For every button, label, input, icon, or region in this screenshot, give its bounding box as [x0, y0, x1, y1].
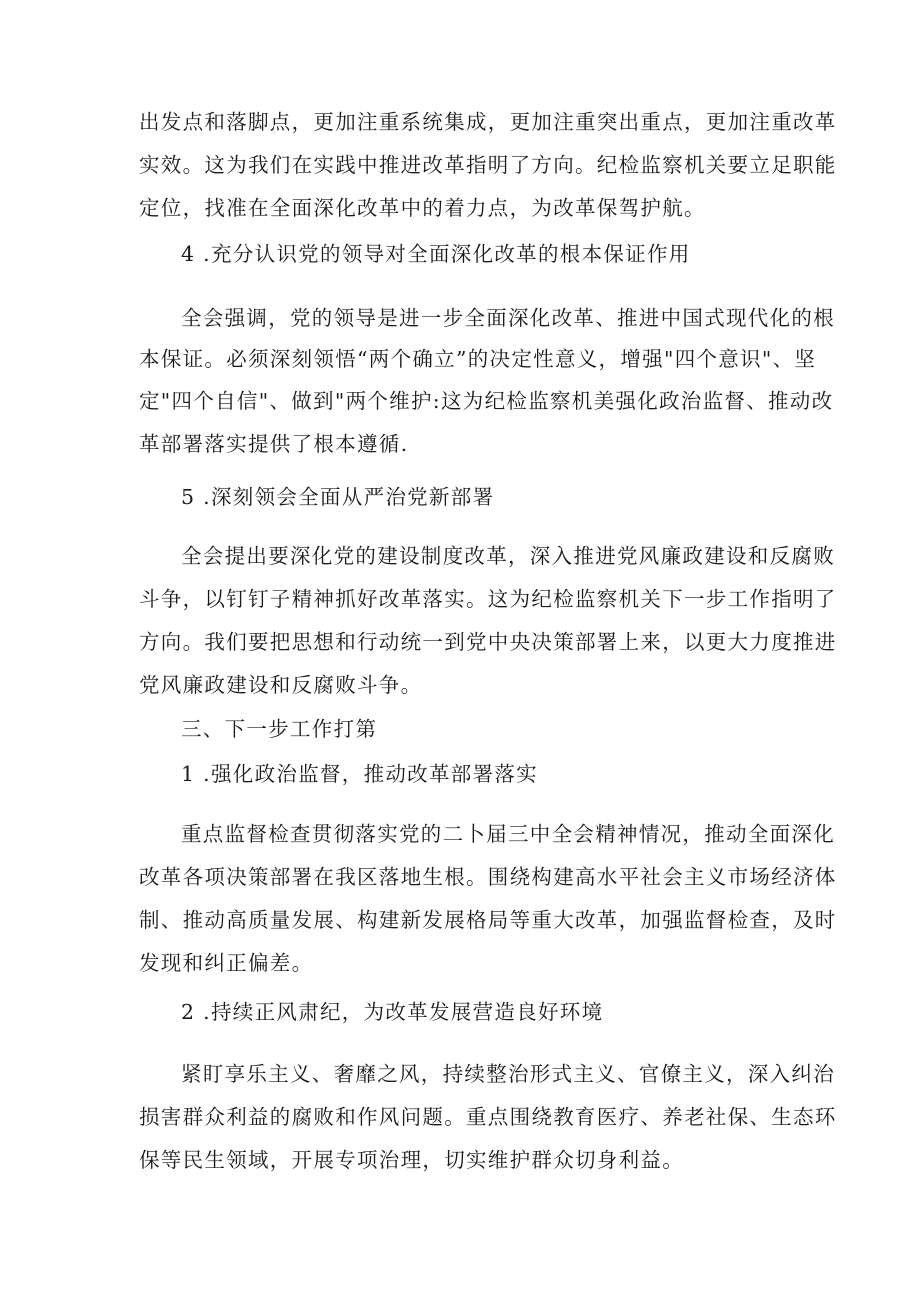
paragraph-line: 损害群众利益的腐败和作风问题。重点围绕教育医疗、养老社保、生态环: [139, 1105, 837, 1129]
paragraph-line: 全会强调，党的领导是进一步全面深化改革、推进中国式现代化的根: [181, 306, 835, 330]
paragraph-line: 实效。这为我们在实践中推进改革指明了方向。纪检监察机关要立足职能: [139, 153, 837, 177]
section-heading-4: 4 .充分认识党的领导对全面深化改革的根本保证作用: [181, 242, 691, 266]
paragraph-line: 重点监督检查贯彻落实党的二卜届三中全会精神情况，推动全面深化: [181, 822, 835, 846]
paragraph-line: 发现和纠正偏差。: [139, 951, 314, 975]
paragraph-line: 斗争，以钉钉子精神抓好改革落实。这为纪检监察机关下一步工作指明了: [139, 587, 837, 611]
subsection-heading-1: 1 .强化政治监督，推动改革部署落实: [181, 762, 538, 786]
paragraph-line: 制、推动高质量发展、构建新发展格局等重大改革，加强监督检查，及时: [139, 908, 837, 932]
paragraph-line: 出发点和落脚点，更加注重系统集成，更加注重突出重点，更加注重改革: [139, 110, 837, 134]
paragraph-line: 紧盯享乐主义、奢靡之风，持续整治形式主义、官僚主义，深入纠治: [181, 1062, 835, 1086]
paragraph-line: 党风廉政建设和反腐败斗争。: [139, 673, 423, 697]
paragraph-line: 全会提出要深化党的建设制度改革，深入推进党风廉政建设和反腐败: [181, 544, 835, 568]
paragraph-line: 定位，找准在全面深化改革中的着力点，为改革保驾护航。: [139, 196, 706, 220]
subsection-heading-2: 2 .持续正风肃纪，为改革发展营造良好环境: [181, 1000, 604, 1024]
paragraph-line: 改革各项决策部署在我区落地生根。围绕构建高水平社会主义市场经济体: [139, 865, 837, 889]
section-heading-3: 三、下一步工作打第: [181, 717, 378, 741]
paragraph-line: 本保证。必须深刻领悟“两个确立”的决定性意义，增强"四个意识"、坚: [139, 347, 817, 371]
paragraph-line: 保等民生领域，开展专项治理，切实维护群众切身利益。: [139, 1148, 684, 1172]
paragraph-line: 革部署落实提供了根本遵循.: [139, 432, 409, 456]
paragraph-line: 方向。我们要把思想和行动统一到党中央决策部署上来，以更大力度推进: [139, 630, 837, 654]
paragraph-line: 定"四个自信"、做到"两个维护:这为纪检监察机美强化政治监督、推动改: [139, 389, 834, 413]
section-heading-5: 5 .深刻领会全面从严治党新部署: [181, 485, 495, 509]
